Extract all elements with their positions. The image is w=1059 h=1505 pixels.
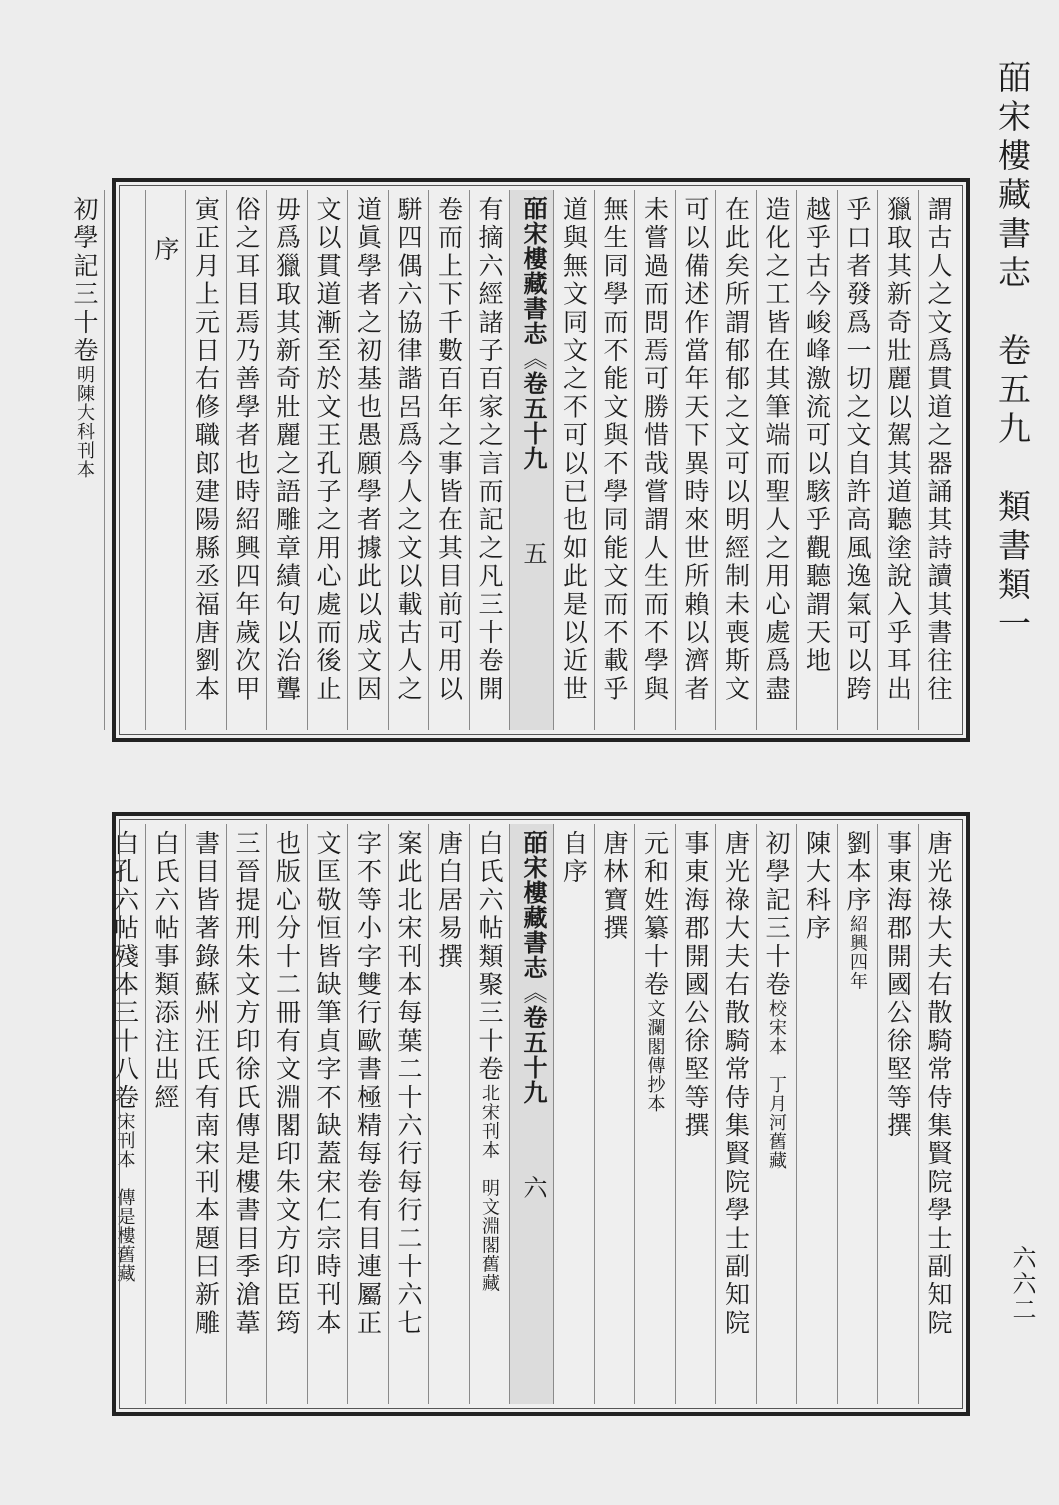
text-column: 越乎古今峻峰激流可以駭乎觀聽謂天地 xyxy=(796,190,837,730)
text-column: 乎口者發爲一切之文自許高風逸氣可以跨 xyxy=(837,190,878,730)
text-column xyxy=(347,824,388,1404)
running-header: 皕宋樓藏書志 卷五九 類書類一 xyxy=(993,60,1032,645)
entry-title: 初學記三十卷 xyxy=(70,196,99,366)
column-main: 白氏六帖事類添注出經 xyxy=(151,830,180,1112)
column-main: 唐白居易撰 xyxy=(434,830,464,971)
column-main: 唐光祿大夫右散騎常侍集賢院學士副知院 xyxy=(924,830,953,1338)
column-main: 唐光祿大夫右散騎常侍集賢院學士副知院 xyxy=(721,830,751,1338)
text-column: 在此矣所謂郁郁之文可以明經制未喪斯文 xyxy=(715,190,756,730)
column-main: 陳大科序 xyxy=(802,830,832,943)
text-column xyxy=(145,824,186,1404)
folio-number: 五 xyxy=(519,541,547,566)
text-column xyxy=(185,824,226,1404)
text-column: 獵取其新奇壯麗以駕其道聽塗說入乎耳出 xyxy=(877,190,918,730)
column-main: 唐林寶撰 xyxy=(600,830,629,943)
text-column xyxy=(307,824,348,1404)
column-note: 文瀾閣傳抄本 xyxy=(644,999,666,1114)
text-column: 道眞學者之初基也愚願學者據此以成文因 xyxy=(347,190,388,730)
folio-number: 六 xyxy=(519,1175,547,1200)
column-main: 案此北宋刊本每葉二十六行每行二十六七 xyxy=(394,830,423,1338)
text-column: 可以備述作當年天下異時來世所賴以濟者 xyxy=(675,190,716,730)
column-main: 事東海郡開國公徐堅等撰 xyxy=(883,830,913,1141)
center-title: 皕宋樓藏書志 xyxy=(519,830,548,980)
text-column xyxy=(796,824,837,1404)
center-volume: 卷五十九 xyxy=(519,371,548,471)
text-column: 卷而上下千數百年之事皆在其目前可用以 xyxy=(428,190,469,730)
column-main: 書目皆著錄蘇州汪氏有南宋刊本題曰新雕 xyxy=(191,830,221,1338)
column-main: 三晉提刑朱文方印徐氏傳是樓書目季滄葦 xyxy=(232,830,261,1338)
column-note: 北宋刊本 明文淵閣舊藏 xyxy=(479,1083,500,1293)
text-column xyxy=(634,824,675,1404)
text-column xyxy=(675,824,716,1404)
text-column xyxy=(104,190,145,730)
column-main: 事東海郡開國公徐堅等撰 xyxy=(681,830,710,1141)
text-column xyxy=(837,824,878,1404)
text-column xyxy=(64,190,105,730)
column-main: 元和姓纂十卷 xyxy=(640,830,670,1000)
preface-label: 序 xyxy=(151,236,180,265)
column-main: 文匡敬恒皆缺筆貞字不缺蓋宋仁宗時刊本 xyxy=(313,830,342,1338)
text-block-upper xyxy=(70,178,970,742)
column-note: 宋刊本 傳是樓舊藏 xyxy=(114,1112,136,1283)
text-block-lower xyxy=(112,812,970,1416)
column-main: 劉本序 xyxy=(843,830,872,915)
text-column xyxy=(428,824,469,1404)
text-column xyxy=(553,824,594,1404)
text-column xyxy=(715,824,756,1404)
column-main: 白孔六帖殘本三十八卷 xyxy=(110,830,140,1112)
text-column xyxy=(104,824,145,1404)
column-note: 紹興四年 xyxy=(847,914,868,991)
text-column: 無生同學而不能文與不學同能文而不載乎 xyxy=(594,190,635,730)
text-column: 文以貫道漸至於文王孔子之用心處而後止 xyxy=(307,190,348,730)
center-fold-column xyxy=(509,824,553,1404)
text-column: 造化之工皆在其筆端而聖人之用心處爲盡 xyxy=(756,190,797,730)
text-column xyxy=(469,824,510,1404)
entry-note: 明陳大科刊本 xyxy=(74,365,95,480)
column-main: 字不等小字雙行歐書極精每卷有目連屬正 xyxy=(353,830,383,1338)
center-title: 皕宋樓藏書志 xyxy=(519,196,548,346)
text-column xyxy=(877,824,918,1404)
text-column: 謂古人之文爲貫道之器誦其詩讀其書往往 xyxy=(918,190,959,730)
column-main: 白氏六帖類聚三十卷 xyxy=(475,830,504,1084)
text-column xyxy=(756,824,797,1404)
fishtail-mark: 《 xyxy=(519,346,547,371)
text-column: 毋爲獵取其新奇壯麗之語雕章績句以治聾 xyxy=(266,190,307,730)
text-column: 寅正月上元日右修職郎建陽縣丞福唐劉本 xyxy=(185,190,226,730)
text-column: 未嘗過而問焉可勝惜哉嘗謂人生而不學與 xyxy=(634,190,675,730)
text-column xyxy=(594,824,635,1404)
text-column: 俗之耳目焉乃善學者也時紹興四年歲次甲 xyxy=(226,190,267,730)
column-main: 初學記三十卷 xyxy=(762,830,791,1000)
center-fold-column xyxy=(509,190,553,730)
text-column xyxy=(266,824,307,1404)
center-volume: 卷五十九 xyxy=(519,1005,548,1105)
text-column: 道與無文同文之不可以已也如此是以近世 xyxy=(553,190,594,730)
text-column xyxy=(145,190,186,730)
fishtail-mark: 《 xyxy=(519,980,547,1005)
column-main: 也版心分十二冊有文淵閣印朱文方印臣筠 xyxy=(272,830,302,1338)
column-note: 校宋本 丁月河舊藏 xyxy=(766,999,787,1171)
text-column xyxy=(388,824,429,1404)
text-column xyxy=(918,824,959,1404)
column-main: 自序 xyxy=(559,830,589,887)
page-number: 六六二 xyxy=(1008,1245,1036,1323)
text-column xyxy=(226,824,267,1404)
text-column: 駢四偶六協律諧呂爲今人之文以載古人之 xyxy=(388,190,429,730)
text-column: 有摘六經諸子百家之言而記之凡三十卷開 xyxy=(469,190,510,730)
